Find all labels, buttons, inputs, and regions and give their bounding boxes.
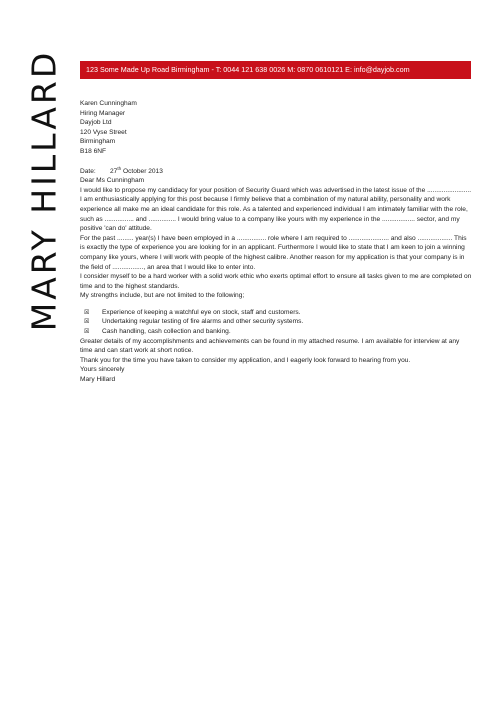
- date-day: 27: [110, 167, 118, 175]
- paragraph-strengths-intro: My strengths include, but are not limited to the following;: [80, 292, 245, 300]
- list-item: [80, 327, 472, 337]
- strengths-list: [80, 308, 472, 337]
- closing: Yours sincerely: [80, 366, 125, 374]
- recipient-street: 120 Vyse Street: [80, 128, 127, 136]
- list-item: [80, 317, 472, 327]
- recipient-title: Hiring Manager: [80, 109, 126, 117]
- paragraph-experience: For the past ......... year(s) I have been employed in a ................ role where I am required to ...................... and also ................... This is exactly the type of experience you are looking for in an applicant. Furthermore I would like to state that I am keen to join a winning company like yours, where I will work with people of the highest calibre. Another reason for my application is that your company is in the field of ................., an area that I would like to enter into.: [80, 234, 467, 271]
- checkbox-icon: ☒: [84, 308, 90, 316]
- applicant-name: MARY HILLARD: [24, 49, 64, 331]
- checkbox-icon: ☒: [84, 328, 90, 336]
- signature-name: Mary Hillard: [80, 376, 116, 384]
- contact-header-bar: 123 Some Made Up Road Birmingham - T: 0044 121 638 0026 M: 0870 0610121 E: info@dayjob.com: [80, 61, 471, 79]
- letter-date: [80, 167, 472, 177]
- date-value: [110, 167, 163, 177]
- paragraph-work-ethic: I consider myself to be a hard worker with a solid work ethic who exerts optimal effort to ensure all tasks given to me are completed on time and to the highest standards.: [80, 273, 472, 290]
- paragraph-intro: I would like to propose my candidacy for your position of Security Guard which was advertised in the latest issue of the ........................: [80, 186, 472, 194]
- list-item-text: Cash handling, cash collection and banking.: [102, 328, 231, 336]
- paragraph-resume: Greater details of my accomplishments and achievements can be found in my attached resume. I am available for interview at any time and can start work at short notice.: [80, 337, 460, 355]
- checkbox-icon: ☒: [84, 318, 90, 326]
- date-suffix: th: [117, 165, 122, 171]
- recipient-city: Birmingham: [80, 138, 116, 146]
- date-label: Date:: [80, 167, 96, 175]
- list-item-text: Experience of keeping a watchful eye on stock, staff and customers.: [102, 308, 301, 316]
- letter-body: [80, 99, 472, 385]
- paragraph-thanks: Thank you for the time you have taken to consider my application, and I eagerly look forward to hearing from you.: [80, 356, 411, 364]
- salutation: Dear Ms Cunningham: [80, 177, 145, 185]
- paragraph-motivation: I am enthusiastically applying for this post because I firmly believe that a combination of my natural ability, personality and work experience all make me an ideal candidate for this role. As a talented and experienced individual I am intimately familiar with the role, such as ................ and ............... I would bring value to a company like yours with my experience in the .................. sector, and my positive 'can do' attitude.: [80, 196, 468, 233]
- list-item: [80, 308, 472, 318]
- recipient-company: Dayjob Ltd: [80, 119, 112, 127]
- date-rest: October 2013: [121, 167, 163, 175]
- applicant-name-vertical: [22, 49, 66, 331]
- recipient-postcode: B18 6NF: [80, 147, 107, 155]
- recipient-address: [80, 99, 472, 157]
- list-item-text: Undertaking regular testing of fire alarms and other security systems.: [102, 318, 304, 326]
- recipient-name: Karen Cunningham: [80, 100, 137, 107]
